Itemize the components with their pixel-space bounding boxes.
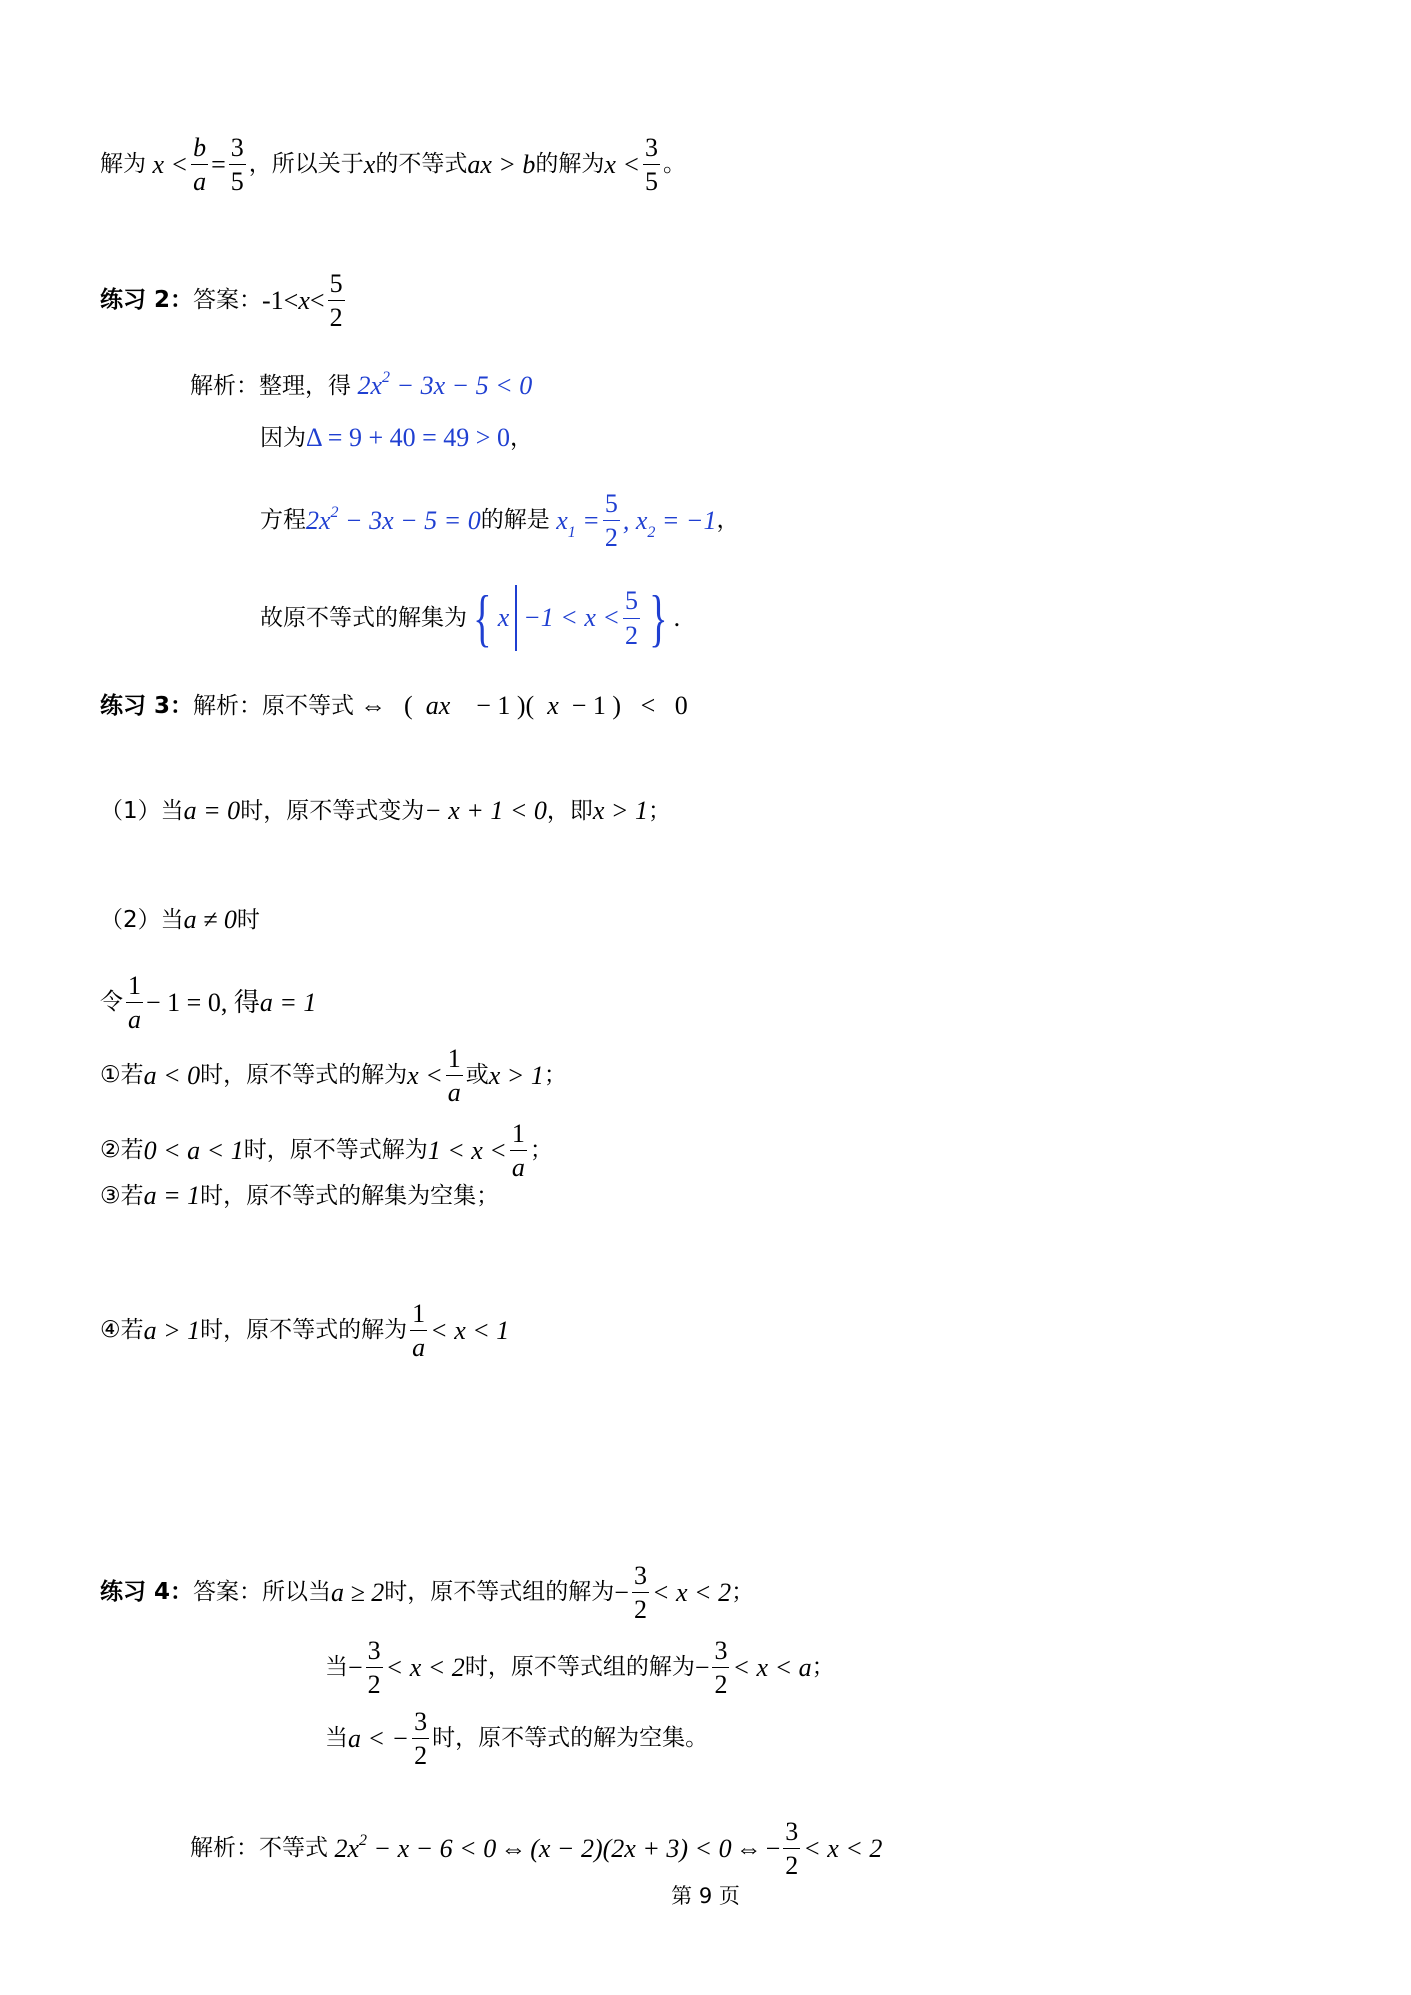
ex4-analysis: 解析：不等式 $2x^2 - x - 6 < 0$ ⇔ (x − 2)(2x + 3) < 0 ⇔ − $\frac{3}{2}$ < x < 2 [190, 1817, 883, 1881]
fraction: $\frac{5}{2}$ [329, 269, 343, 333]
fraction: $\frac{3}{2}$ [414, 1707, 428, 1771]
exercise-label: 练习 3 [100, 692, 171, 719]
fraction: $\frac{3}{2}$ [785, 1817, 799, 1881]
let-line: 令 $\frac{1}{a}$ − 1 = 0, 得 a = 1 [100, 971, 317, 1035]
case-1: （1）当 a = 0 时，原不等式变为 − x + 1 < 0 ，即 x > 1 ； [100, 796, 671, 825]
fraction: $\frac{1}{a}$ [447, 1044, 461, 1108]
exercise-label: 练习 4 [100, 1579, 171, 1606]
ex4-case-c: 当 a < − $\frac{3}{2}$ 时，原不等式的解为空集。 [325, 1707, 709, 1771]
fraction: $\frac{b}{a}$ [193, 133, 207, 197]
fraction: $\frac{3}{2}$ [714, 1636, 728, 1700]
fraction: $\frac{3}{2}$ [633, 1561, 647, 1625]
fraction: $\frac{1}{a}$ [412, 1299, 426, 1363]
ex2-delta: 因为 Δ = 9 + 40 = 49 > 0 ， [260, 423, 533, 452]
text: 的不等式 [375, 151, 468, 178]
ex4-case-b: 当 − $\frac{3}{2}$ < x < 2 时，原不等式组的解为 − $\frac{3}{2}$ < x < a ； [325, 1636, 835, 1700]
math: x < [146, 149, 189, 179]
fraction: $\frac{1}{a}$ [128, 971, 141, 1035]
ex2-solution-set: 故原不等式的解集为 { x −1 < x < $\frac{5}{2}$ } . [260, 582, 681, 653]
fraction: $\frac{5}{2}$ [624, 586, 638, 650]
case-2: （2）当 a ≠ 0 时 [100, 905, 260, 934]
line-solution-ex1: 解为 x < $\frac{b}{a}$ = $\frac{3}{5}$ ，所以关于 x 的不等式 ax > b 的解为 x < $\frac{3}{5}$ 。 [100, 133, 686, 197]
fraction: $\frac{1}{a}$ [511, 1119, 525, 1183]
page-number: 第 9 页 [671, 1884, 740, 1908]
math: $2x^2 - 3x - 5 < 0$ [351, 369, 533, 400]
text: ，所以关于 [248, 151, 364, 178]
exercise-2-answer: 练习 2 ： 答案： -1< x < $\frac{5}{2}$ [100, 269, 343, 333]
text: 的解为 [535, 151, 605, 178]
subcase-2: ②若 0 < a < 1 时，原不等式解为 1 < x < $\frac{1}{a}$ ； [100, 1119, 553, 1183]
exercise-label: 练习 2 [100, 287, 171, 314]
fraction: $\frac{3}{5}$ [645, 133, 658, 197]
ex2-roots: 方程 $2x^2 - 3x - 5 = 0$ 的解是 $x_1$ = $\frac{5}{2}$ , $x_2 = -1$ ， [260, 489, 740, 553]
fraction: $\frac{5}{2}$ [604, 489, 618, 553]
subcase-4: ④若 a > 1 时，原不等式的解为 $\frac{1}{a}$ < x < 1 [100, 1299, 510, 1363]
subcase-1: ①若 a < 0 时，原不等式的解为 x < $\frac{1}{a}$ 或 x > 1 ； [100, 1044, 567, 1108]
ex2-analysis: 解析：整理，得 $2x^2 - 3x - 5 < 0$ [190, 369, 533, 400]
subcase-3: ③若 a = 1 时，原不等式的解集为空集； [100, 1181, 500, 1210]
fraction: $\frac{3}{5}$ [230, 133, 244, 197]
fraction: $\frac{3}{2}$ [367, 1636, 381, 1700]
text: 解为 [100, 151, 146, 178]
exercise-4-answer: 练习 4 ： 答案：所以当 a ≥ 2 时，原不等式组的解为 − $\frac{3}{2}$ < x < 2 ； [100, 1561, 755, 1625]
exercise-3: 练习 3 ： 解析：原不等式 ⇔ ( ax − 1 )( x − 1 ) < 0 [100, 691, 688, 720]
